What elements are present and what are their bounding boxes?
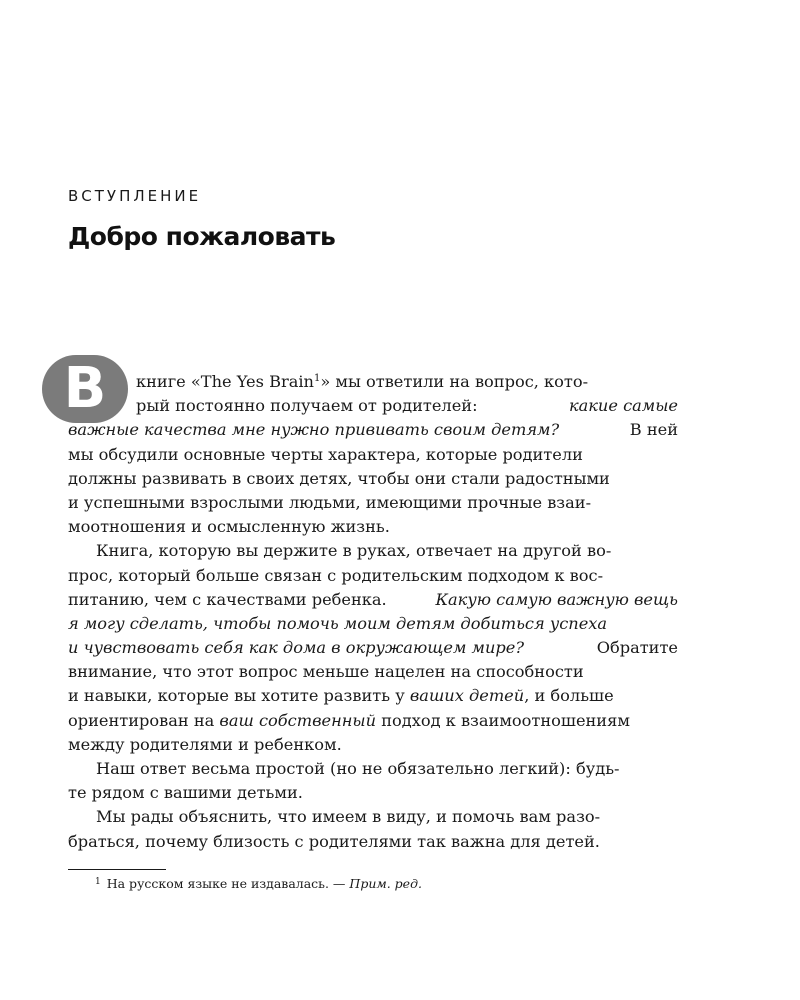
text-line: [68, 491, 678, 515]
text-line: [68, 636, 678, 660]
footnote-text: На русском языке не издавалась. —: [106, 876, 346, 891]
footnote-divider: [68, 869, 166, 870]
text-line: [68, 564, 678, 588]
line-segment: должны развивать в своих детях, чтобы они стали радостными: [68, 468, 610, 488]
text-line: [68, 467, 678, 491]
line-segment: Книга, которую вы держите в руках, отвечает на другой во-: [96, 541, 612, 561]
line-segment: моотношения и осмысленную жизнь.: [68, 517, 390, 537]
text-line: [68, 660, 678, 684]
text-line: [68, 684, 678, 708]
body-text: [68, 370, 678, 854]
line-segment: те рядом с вашими детьми.: [68, 783, 303, 803]
text-line: [68, 588, 678, 612]
text-line: [68, 394, 678, 418]
text-line: [68, 418, 678, 442]
text-line: [68, 515, 678, 539]
footnote-marker: 1: [95, 877, 101, 887]
text-line: [68, 709, 678, 733]
drop-cap: В: [42, 355, 128, 423]
text-line: [68, 733, 678, 757]
text-line: [68, 539, 678, 563]
line-segment: и навыки, которые вы хотите развить у ваших детей, и больше: [68, 686, 614, 706]
text-line: [68, 612, 678, 636]
line-segment-italic: важные качества мне нужно прививать своим детям?: [68, 420, 560, 440]
line-segment: В ней: [629, 420, 678, 440]
line-segment: прос, который больше связан с родительским подходом к вос-: [68, 565, 604, 585]
line-segment: между родителями и ребенком.: [68, 734, 342, 754]
text-line: [68, 757, 678, 781]
line-segment: книге «The Yes Brain$^1$» мы ответили на вопрос, кото-: [136, 372, 589, 391]
line-segment: внимание, что этот вопрос меньше нацелен на способности: [68, 662, 584, 682]
line-segment: и успешными взрослыми людьми, имеющими прочные взаи-: [68, 492, 592, 512]
line-segment: рый постоянно получаем от родителей:: [136, 396, 478, 416]
text-line: [68, 830, 678, 854]
chapter-title: Добро пожаловать: [68, 222, 336, 251]
text-line: [68, 805, 678, 829]
line-segment: мы обсудили основные черты характера, которые родители: [68, 444, 583, 464]
section-label: ВСТУПЛЕНИЕ: [68, 187, 202, 205]
line-segment-italic: я могу сделать, чтобы помочь моим детям добиться успеха: [68, 613, 608, 633]
line-segment: Наш ответ весьма простой (но не обязательно легкий): будь-: [96, 759, 620, 778]
line-segment: Мы рады объяснить, что имеем в виду, и помочь вам разо-: [96, 807, 601, 827]
line-segment-italic: какие самые: [568, 396, 678, 416]
line-segment: ориентирован на ваш собственный подход к взаимоотношениям: [68, 710, 630, 730]
footnote-note: Прим. ред.: [349, 876, 422, 891]
text-line: [68, 781, 678, 805]
line-segment: питанию, чем с качествами ребенка.: [68, 589, 387, 609]
line-segment: Обратите: [596, 638, 678, 658]
text-line: [68, 443, 678, 467]
line-segment-italic: и чувствовать себя как дома в окружающем мире?: [68, 638, 525, 658]
line-segment: браться, почему близость с родителями так важна для детей.: [68, 831, 600, 851]
footnote-ref[interactable]: 1: [313, 373, 321, 384]
footnote: [95, 876, 422, 891]
line-segment-italic: Какую самую важную вещь: [435, 589, 678, 609]
text-line: [68, 370, 678, 394]
